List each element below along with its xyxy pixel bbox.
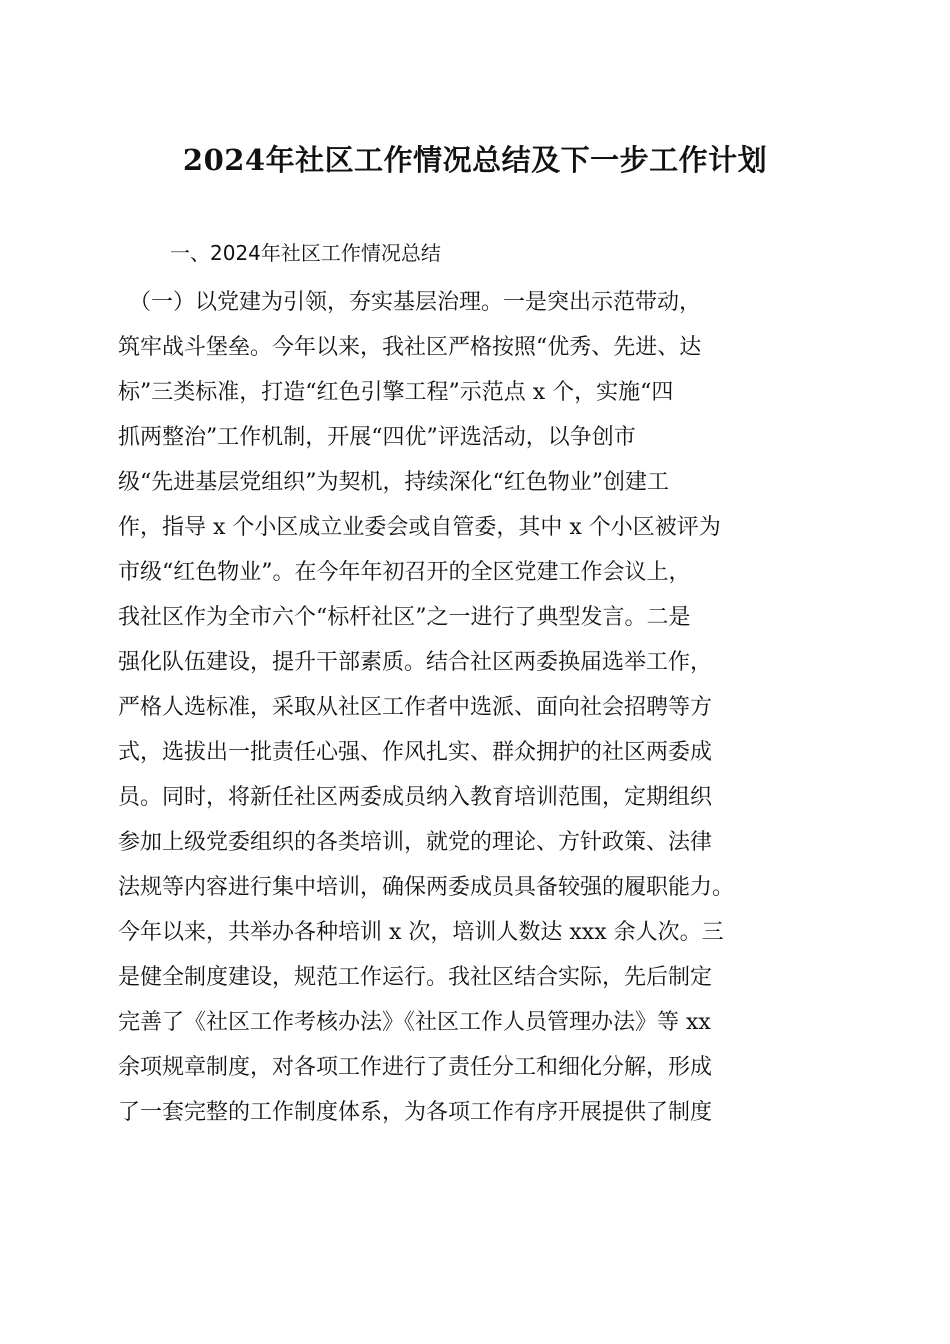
paragraph-line: 级“先进基层党组织”为契机，持续深化“红色物业”创建工 [118,470,669,495]
paragraph-line: 式，选拔出一批责任心强、作风扎实、群众拥护的社区两委成 [118,740,713,765]
section-heading: 一、2024年社区工作情况总结 [170,241,441,265]
paragraph-line: 强化队伍建设，提升干部素质。结合社区两委换届选举工作， [118,650,713,675]
paragraph-line: 我社区作为全市六个“标杆社区”之一进行了典型发言。二是 [118,605,691,630]
paragraph-line: 参加上级党委组织的各类培训，就党的理论、方针政策、法律 [118,830,713,855]
document-title: 2024年社区工作情况总结及下一步工作计划 [182,143,768,177]
paragraph-line: 抓两整治”工作机制，开展“四优”评选活动，以争创市 [118,425,636,450]
paragraph-line: 员。同时，将新任社区两委成员纳入教育培训范围，定期组织 [118,785,713,810]
paragraph-line: 标”三类标准，打造“红色引擎工程”示范点 x 个，实施“四 [118,380,674,405]
paragraph-line: 作，指导 x 个小区成立业委会或自管委，其中 x 个小区被评为 [118,515,721,540]
paragraph-line: 法规等内容进行集中培训，确保两委成员具备较强的履职能力。 [118,875,735,900]
paragraph-line: 市级“红色物业”。在今年年初召开的全区党建工作会议上， [118,560,691,585]
paragraph-line: 完善了《社区工作考核办法》《社区工作人员管理办法》等 xx [118,1010,711,1035]
paragraph-line: 了一套完整的工作制度体系，为各项工作有序开展提供了制度 [118,1100,713,1125]
paragraph-line: 今年以来，共举办各种培训 x 次，培训人数达 xxx 余人次。三 [118,920,724,945]
paragraph-line: 是健全制度建设，规范工作运行。我社区结合实际，先后制定 [118,965,713,990]
paragraph-line: （一）以党建为引领，夯实基层治理。一是突出示范带动， [118,290,702,315]
body-paragraph [118,280,848,1135]
paragraph-line: 严格人选标准，采取从社区工作者中选派、面向社会招聘等方 [118,695,713,720]
paragraph-line: 筑牢战斗堡垒。今年以来，我社区严格按照“优秀、先进、达 [118,335,702,360]
paragraph-line: 余项规章制度，对各项工作进行了责任分工和细化分解，形成 [118,1055,713,1080]
